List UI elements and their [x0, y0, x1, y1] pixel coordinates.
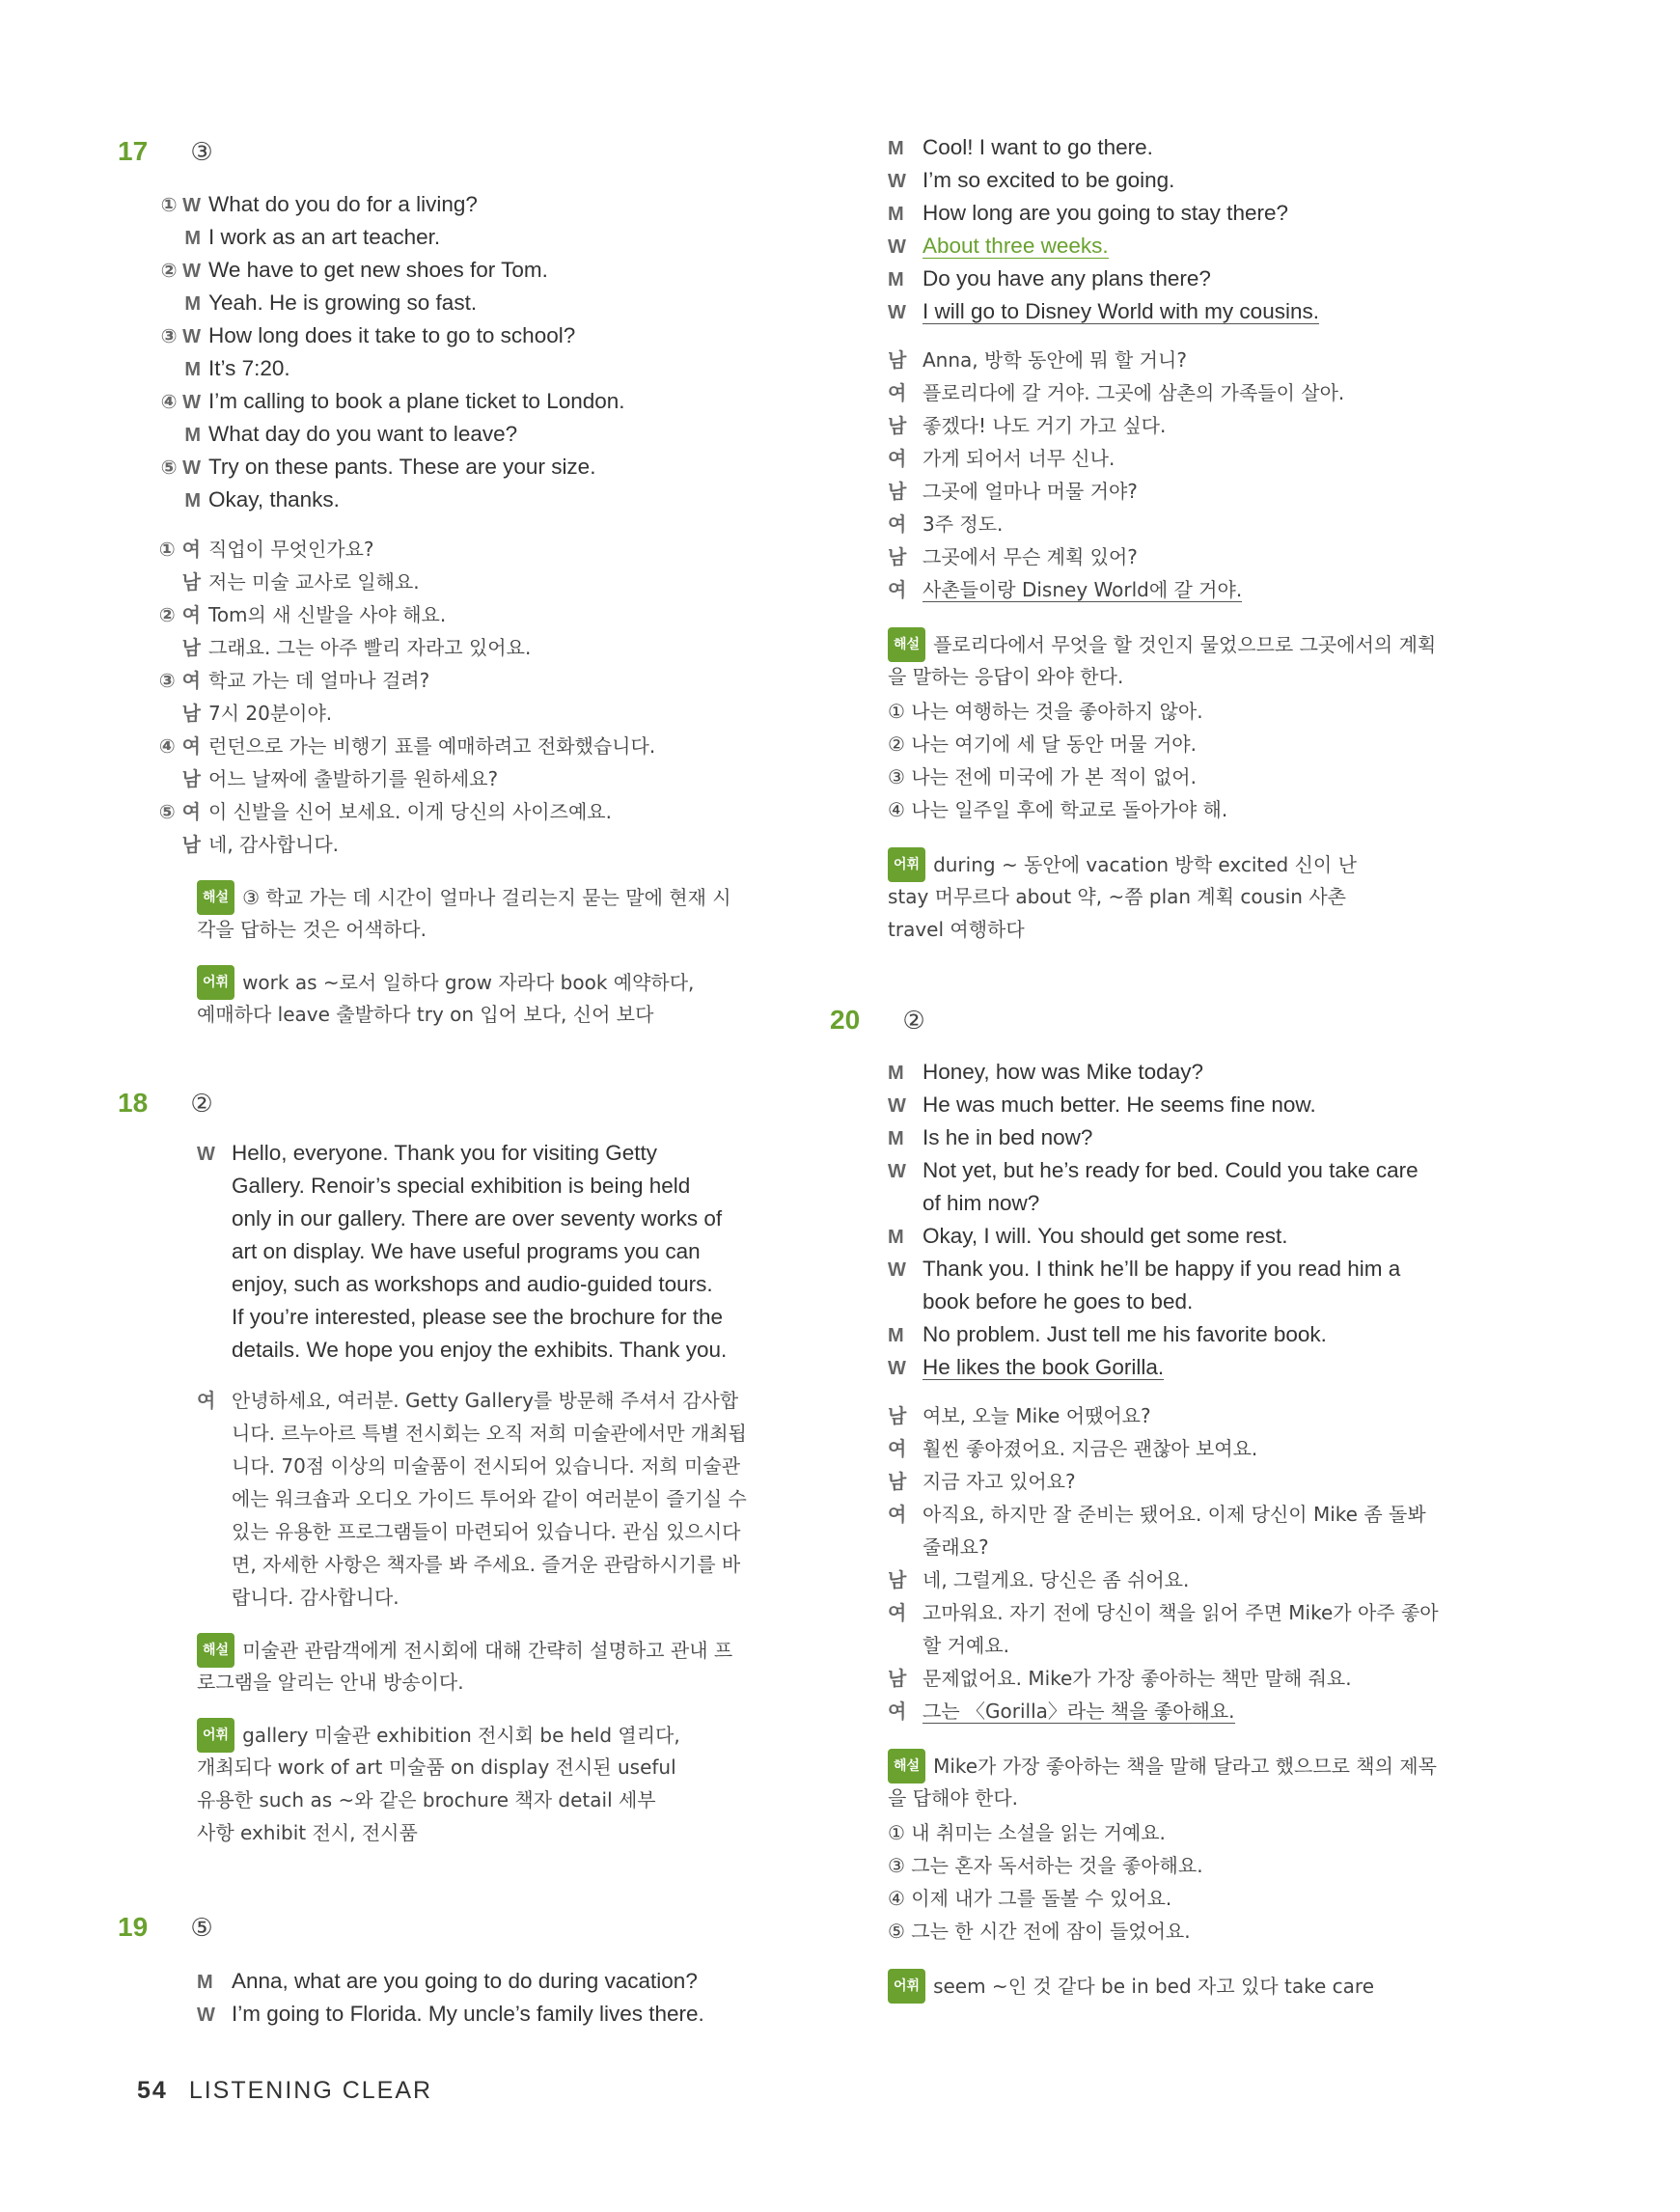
- translation-text: 그곳에 얼마나 머물 거야?: [923, 480, 1138, 503]
- speaker-label: 남: [888, 348, 907, 372]
- explanation-text: 을 말하는 응답이 와야 한다.: [888, 665, 1124, 688]
- question-number: 17: [118, 136, 149, 166]
- dialogue-line: [197, 1965, 698, 1999]
- speaker-label: 여: [888, 381, 907, 404]
- translation-text: 어느 날짜에 출발하기를 원하세요?: [208, 767, 499, 790]
- translation-text: 그는 〈Gorilla〉라는 책을 좋아해요.: [923, 1700, 1235, 1723]
- translation-line: [118, 664, 429, 697]
- dialogue-text: book before he goes to bed.: [923, 1289, 1194, 1313]
- translation-text: 문제없어요. Mike가 가장 좋아하는 책만 말해 줘요.: [923, 1667, 1352, 1690]
- translation-text: 니다. 70점 이상의 미술품이 전시되어 있습니다. 저희 미술관: [232, 1454, 741, 1478]
- dialogue-line: [118, 385, 625, 419]
- translation-line: [923, 1531, 989, 1563]
- explanation: [197, 880, 731, 915]
- translation-line: [118, 533, 374, 566]
- speaker-label: M: [184, 293, 201, 315]
- dialogue-text: Thank you. I think he’ll be happy if you read him a: [923, 1257, 1401, 1281]
- speaker-label: 여: [888, 1437, 907, 1460]
- translation-line: [197, 1384, 738, 1417]
- explanation-text: 미술관 관람객에게 전시회에 대해 간략히 설명하고 관내 프: [242, 1639, 733, 1662]
- vocab-text: during ~ 동안에 vacation 방학 excited 신이 난: [933, 853, 1357, 876]
- vocab-text: 예매하다 leave 출발하다 try on 입어 보다, 신어 보다: [197, 1003, 654, 1026]
- speaker-label: 남: [888, 1568, 907, 1591]
- monologue-text: Gallery. Renoir’s special exhibition is being held: [232, 1174, 691, 1198]
- translation-line: [888, 1498, 1426, 1531]
- monologue-text: only in our gallery. There are over seventy works of: [232, 1206, 723, 1230]
- speaker-label: ⑤ W: [160, 457, 201, 479]
- translation-text: 그곳에서 무슨 계획 있어?: [923, 545, 1138, 568]
- speaker-label: M: [197, 1972, 213, 1993]
- speaker-label: 남: [181, 570, 201, 594]
- explanation-text: ④ 이제 내가 그를 돌볼 수 있어요.: [888, 1887, 1172, 1910]
- dialogue-text: I’m calling to book a plane ticket to London.: [208, 389, 625, 413]
- speaker-label: 남: [888, 1667, 907, 1690]
- translation-line: [118, 598, 446, 631]
- translation-text: 3주 정도.: [923, 512, 1004, 536]
- translation-text: 훨씬 좋아졌어요. 지금은 괜찮아 보여요.: [923, 1437, 1258, 1460]
- vocabulary: [197, 1751, 676, 1783]
- dialogue-text: Honey, how was Mike today?: [923, 1060, 1203, 1084]
- question-20-header: [830, 1004, 925, 1038]
- speaker-label: M: [888, 1227, 904, 1248]
- translation-line: [888, 1465, 1076, 1498]
- dialogue-line: [888, 263, 1211, 296]
- explanation-text: ② 나는 여기에 세 달 동안 머물 거야.: [888, 733, 1197, 756]
- dialogue-text: Okay, thanks.: [208, 487, 340, 512]
- explanation: [888, 1882, 1171, 1915]
- speaker-label: M: [184, 228, 201, 249]
- dialogue-text: He likes the book Gorilla.: [923, 1355, 1165, 1379]
- dialogue-text: Yeah. He is growing so fast.: [208, 290, 478, 315]
- dialogue-line: [197, 1998, 704, 2032]
- dialogue-line: [118, 451, 595, 484]
- question-number: 19: [118, 1912, 149, 1942]
- dialogue-text: Is he in bed now?: [923, 1125, 1093, 1149]
- speaker-label: W: [197, 2005, 215, 2026]
- translation-text: 아직요, 하지만 잘 준비는 됐어요. 이제 당신이 Mike 좀 돌봐: [923, 1503, 1426, 1526]
- translation-text: 네, 감사합니다.: [208, 833, 339, 856]
- translation-line: [118, 828, 339, 861]
- dialogue-text: About three weeks.: [923, 234, 1109, 258]
- dialogue-text: What day do you want to leave?: [208, 422, 518, 446]
- dialogue-line: [118, 484, 340, 517]
- vocabulary: [888, 847, 1357, 882]
- speaker-label: ② W: [160, 261, 201, 282]
- dialogue-text: We have to get new shoes for Tom.: [208, 258, 548, 282]
- translation-text: Anna, 방학 동안에 뭐 할 거니?: [923, 348, 1187, 372]
- dialogue-text: No problem. Just tell me his favorite book.: [923, 1322, 1327, 1346]
- translation-text: 학교 가는 데 얼마나 걸려?: [208, 669, 430, 692]
- speaker-label: M: [184, 425, 201, 446]
- dialogue-line: [888, 1220, 1288, 1254]
- explanation: [888, 660, 1123, 693]
- vocab-text: travel 여행하다: [888, 918, 1025, 941]
- translation-text: 7시 20분이야.: [208, 702, 333, 725]
- speaker-label: 남: [181, 636, 201, 659]
- explain-tag: 해설: [888, 627, 925, 662]
- vocabulary: [197, 998, 653, 1031]
- vocabulary: [197, 1718, 680, 1753]
- vocab-tag: 어휘: [197, 1718, 234, 1753]
- dialogue-text: What do you do for a living?: [208, 192, 478, 216]
- answer-choice: ②: [902, 1006, 925, 1035]
- translation-line: [232, 1548, 740, 1581]
- translation-line: [232, 1515, 741, 1548]
- speaker-label: ① W: [160, 195, 201, 216]
- translation-text: 좋겠다! 나도 거기 가고 싶다.: [923, 414, 1167, 437]
- translation-text: 이 신발을 신어 보세요. 이게 당신의 사이즈예요.: [208, 800, 612, 823]
- dialogue-text: I’m going to Florida. My uncle’s family lives there.: [232, 2002, 704, 2026]
- monologue-text: Hello, everyone. Thank you for visiting Getty: [232, 1141, 658, 1165]
- translation-line: [118, 631, 531, 664]
- speaker-label: W: [888, 1095, 906, 1117]
- translation-text: Tom의 새 신발을 사야 해요.: [208, 603, 447, 626]
- translation-text: 런던으로 가는 비행기 표를 예매하려고 전화했습니다.: [208, 734, 656, 758]
- vocabulary: [888, 913, 1025, 946]
- dialogue-text: How long are you going to stay there?: [923, 201, 1288, 225]
- monologue-line: [232, 1203, 722, 1235]
- speaker-label: M: [184, 490, 201, 512]
- explanation: [888, 760, 1197, 793]
- speaker-label: 여: [888, 447, 907, 470]
- dialogue-line: [888, 295, 1319, 329]
- translation-text: 면, 자세한 사항은 책자를 봐 주세요. 즐거운 관람하시기를 바: [232, 1553, 741, 1576]
- dialogue-line: [888, 1089, 1316, 1122]
- speaker-label: M: [888, 1128, 904, 1149]
- translation-line: [118, 762, 498, 795]
- vocabulary: [197, 1783, 656, 1816]
- translation-line: [888, 1563, 1189, 1596]
- translation-text: 고마워요. 자기 전에 당신이 책을 읽어 주면 Mike가 아주 좋아: [923, 1601, 1439, 1624]
- dialogue-line: [118, 418, 517, 452]
- dialogue-line: [118, 221, 440, 255]
- dialogue-text: Cool! I want to go there.: [923, 135, 1153, 159]
- speaker-label: 남: [888, 545, 907, 568]
- dialogue-line: [888, 1253, 1400, 1286]
- translation-line: [888, 442, 1115, 475]
- translation-line: [888, 1695, 1235, 1728]
- speaker-label: ③ W: [160, 326, 201, 347]
- translation-text: 네, 그럴게요. 당신은 좀 쉬어요.: [923, 1568, 1190, 1591]
- question-17-header: [118, 135, 213, 170]
- dialogue-line: [888, 1351, 1164, 1385]
- translation-text: 그래요. 그는 아주 빨리 자라고 있어요.: [208, 636, 532, 659]
- translation-text: 에는 워크숍과 오디오 가이드 투어와 같이 여러분이 즐기실 수: [232, 1487, 747, 1510]
- translation-text: 있는 유용한 프로그램들이 마련되어 있습니다. 관심 있으시다: [232, 1520, 741, 1543]
- answer-choice: ⑤: [190, 1913, 213, 1942]
- vocab-text: seem ~인 것 같다 be in bed 자고 있다 take care: [933, 1975, 1375, 1998]
- dialogue-text: Not yet, but he’s ready for bed. Could you take care: [923, 1158, 1418, 1182]
- translation-text: 할 거예요.: [923, 1634, 1009, 1657]
- vocab-text: gallery 미술관 exhibition 전시회 be held 열리다,: [242, 1724, 680, 1747]
- translation-line: [888, 376, 1344, 409]
- translation-line: [118, 730, 655, 762]
- translation-text: 줄래요?: [923, 1535, 989, 1559]
- dialogue-line: [118, 188, 478, 222]
- dialogue-line: [888, 1056, 1203, 1090]
- dialogue-text: I’m so excited to be going.: [923, 168, 1175, 192]
- explanation-text: ③ 그는 혼자 독서하는 것을 좋아해요.: [888, 1854, 1203, 1877]
- vocab-tag: 어휘: [888, 847, 925, 882]
- translation-line: [118, 566, 420, 598]
- translation-line: [888, 1662, 1352, 1695]
- dialogue-line: [118, 287, 477, 320]
- speaker-label: 남: [888, 1404, 907, 1427]
- vocab-text: stay 머무르다 about 약, ~쯤 plan 계획 cousin 사촌: [888, 885, 1346, 908]
- answer-choice: ③: [190, 137, 213, 166]
- monologue-text: details. We hope you enjoy the exhibits. Thank you.: [232, 1338, 728, 1362]
- dialogue-text: Do you have any plans there?: [923, 266, 1211, 290]
- speaker-label: ③ 여: [158, 669, 201, 692]
- translation-line: [888, 1596, 1439, 1629]
- speaker-label: W: [888, 1161, 906, 1182]
- speaker-label: W: [888, 1259, 906, 1281]
- translation-text: 안녕하세요, 여러분. Getty Gallery를 방문해 주셔서 감사합: [232, 1389, 739, 1412]
- translation-text: 저는 미술 교사로 일해요.: [208, 570, 420, 594]
- monologue-line: [197, 1137, 657, 1171]
- translation-line: [888, 475, 1138, 508]
- explanation-text: ⑤ 그는 한 시간 전에 잠이 들었어요.: [888, 1920, 1191, 1943]
- vocab-text: 개최되다 work of art 미술품 on display 전시된 useful: [197, 1756, 676, 1779]
- speaker-label: W: [888, 302, 906, 323]
- explanation-text: 플로리다에서 무엇을 할 것인지 물었으므로 그곳에서의 계획: [933, 633, 1437, 656]
- explain-tag: 해설: [197, 880, 234, 915]
- dialogue-line: [923, 1286, 1193, 1318]
- monologue-line: [232, 1170, 690, 1203]
- page-footer: [137, 2077, 432, 2105]
- speaker-label: 남: [181, 702, 201, 725]
- vocabulary: [197, 1816, 418, 1849]
- vocab-text: 유용한 such as ~와 같은 brochure 책자 detail 세부: [197, 1788, 656, 1811]
- question-19-header: [118, 1911, 213, 1946]
- explanation-text: ① 나는 여행하는 것을 좋아하지 않아.: [888, 700, 1203, 723]
- speaker-label: 여: [888, 1503, 907, 1526]
- speaker-label: M: [888, 1325, 904, 1346]
- dialogue-line: [118, 319, 575, 353]
- monologue-text: enjoy, such as workshops and audio-guided tours.: [232, 1272, 713, 1296]
- monologue-line: [232, 1334, 727, 1367]
- speaker-label: 남: [888, 1470, 907, 1493]
- answer-choice: ②: [190, 1089, 213, 1118]
- monologue-line: [232, 1268, 713, 1301]
- translation-line: [888, 1432, 1257, 1465]
- translation-line: [232, 1417, 747, 1450]
- speaker-label: M: [888, 204, 904, 225]
- speaker-label: M: [888, 1063, 904, 1084]
- speaker-label: ④ W: [160, 392, 201, 413]
- monologue-text: If you’re interested, please see the brochure for the: [232, 1305, 724, 1329]
- translation-line: [888, 540, 1138, 573]
- speaker-label: 여: [197, 1389, 216, 1412]
- dialogue-text: Anna, what are you going to do during vacation?: [232, 1969, 698, 1993]
- speaker-label: ② 여: [158, 603, 201, 626]
- speaker-label: W: [197, 1144, 215, 1165]
- speaker-label: M: [184, 359, 201, 380]
- explanation-text: 을 답해야 한다.: [888, 1786, 1018, 1810]
- dialogue-text: It’s 7:20.: [208, 356, 290, 380]
- translation-line: [232, 1450, 740, 1482]
- dialogue-line: [888, 230, 1109, 263]
- explanation-text: ④ 나는 일주일 후에 학교로 돌아가야 해.: [888, 798, 1228, 821]
- question-18-header: [118, 1087, 213, 1121]
- explanation: [888, 695, 1203, 728]
- explanation: [197, 913, 427, 946]
- explanation: [888, 1849, 1203, 1882]
- explain-tag: 해설: [197, 1633, 234, 1668]
- speaker-label: M: [888, 138, 904, 159]
- explanation-text: ③ 학교 가는 데 시간이 얼마나 걸리는지 묻는 말에 현재 시: [242, 886, 731, 909]
- dialogue-line: [888, 164, 1174, 198]
- speaker-label: 남: [888, 480, 907, 503]
- translation-text: 니다. 르누아르 특별 전시회는 오직 저희 미술관에서만 개최됩: [232, 1422, 747, 1445]
- dialogue-line: [888, 131, 1153, 165]
- speaker-label: 여: [888, 578, 907, 601]
- speaker-label: 남: [181, 833, 201, 856]
- speaker-label: ④ 여: [158, 734, 201, 758]
- speaker-label: W: [888, 1358, 906, 1379]
- dialogue-line: [888, 197, 1288, 231]
- page-number: 54: [137, 2077, 168, 2104]
- translation-line: [118, 697, 332, 730]
- dialogue-text: How long does it take to go to school?: [208, 323, 576, 347]
- explanation: [888, 1749, 1437, 1783]
- translation-text: 직업이 무엇인가요?: [208, 538, 374, 561]
- explanation-text: 로그램을 알리는 안내 방송이다.: [197, 1671, 464, 1694]
- translation-text: 여보, 오늘 Mike 어땠어요?: [923, 1404, 1151, 1427]
- speaker-label: M: [888, 269, 904, 290]
- vocabulary: [888, 1969, 1374, 2004]
- speaker-label: W: [888, 171, 906, 192]
- speaker-label: 남: [888, 414, 907, 437]
- explanation: [197, 1666, 464, 1699]
- translation-line: [118, 795, 612, 828]
- translation-line: [232, 1581, 399, 1614]
- translation-text: 가게 되어서 너무 신나.: [923, 447, 1115, 470]
- translation-line: [888, 573, 1242, 606]
- speaker-label: ⑤ 여: [158, 800, 201, 823]
- explanation-text: 각을 답하는 것은 어색하다.: [197, 918, 427, 941]
- vocabulary: [197, 965, 694, 1000]
- explanation-text: ① 내 취미는 소설을 읽는 거예요.: [888, 1821, 1166, 1844]
- explanation-text: ③ 나는 전에 미국에 가 본 적이 없어.: [888, 765, 1197, 788]
- dialogue-line: [118, 254, 548, 288]
- explanation: [888, 627, 1436, 662]
- explain-tag: 해설: [888, 1749, 925, 1783]
- translation-text: 지금 자고 있어요?: [923, 1470, 1076, 1493]
- dialogue-line: [118, 352, 290, 386]
- monologue-line: [232, 1235, 701, 1268]
- translation-line: [888, 409, 1166, 442]
- explanation: [888, 728, 1197, 760]
- question-number: 18: [118, 1088, 149, 1118]
- dialogue-text: He was much better. He seems fine now.: [923, 1092, 1316, 1117]
- translation-text: 플로리다에 갈 거야. 그곳에 삼촌의 가족들이 살아.: [923, 381, 1345, 404]
- speaker-label: 여: [888, 512, 907, 536]
- dialogue-text: of him now?: [923, 1191, 1040, 1215]
- explanation-text: Mike가 가장 좋아하는 책을 말해 달라고 했으므로 책의 제목: [933, 1755, 1437, 1778]
- speaker-label: 여: [888, 1700, 907, 1723]
- dialogue-text: Try on these pants. These are your size.: [208, 455, 596, 479]
- dialogue-line: [888, 1154, 1418, 1188]
- dialogue-line: [888, 1121, 1092, 1155]
- speaker-label: 남: [181, 767, 201, 790]
- dialogue-text: I work as an art teacher.: [208, 225, 441, 249]
- question-number: 20: [830, 1005, 861, 1035]
- translation-line: [888, 508, 1003, 540]
- dialogue-line: [923, 1187, 1039, 1220]
- dialogue-line: [888, 1318, 1327, 1352]
- dialogue-text: Okay, I will. You should get some rest.: [923, 1224, 1288, 1248]
- translation-line: [923, 1629, 1009, 1662]
- translation-text: 랍니다. 감사합니다.: [232, 1586, 399, 1609]
- explanation: [197, 1633, 732, 1668]
- book-title: LISTENING CLEAR: [188, 2077, 433, 2104]
- speaker-label: 여: [888, 1601, 907, 1624]
- monologue-text: art on display. We have useful programs you can: [232, 1239, 701, 1263]
- translation-text: 사촌들이랑 Disney World에 갈 거야.: [923, 578, 1243, 601]
- speaker-label: W: [888, 236, 906, 258]
- vocab-tag: 어휘: [197, 965, 234, 1000]
- vocab-text: 사항 exhibit 전시, 전시품: [197, 1821, 418, 1844]
- translation-line: [888, 344, 1187, 376]
- vocab-text: work as ~로서 일하다 grow 자라다 book 예약하다,: [242, 971, 695, 994]
- explanation: [888, 1782, 1018, 1814]
- speaker-label: ① 여: [158, 538, 201, 561]
- vocab-tag: 어휘: [888, 1969, 925, 2004]
- dialogue-text: I will go to Disney World with my cousins.: [923, 299, 1319, 323]
- monologue-line: [232, 1301, 723, 1334]
- translation-line: [888, 1399, 1151, 1432]
- translation-line: [232, 1482, 747, 1515]
- explanation: [888, 1816, 1166, 1849]
- vocabulary: [888, 880, 1346, 913]
- explanation: [888, 793, 1227, 826]
- explanation: [888, 1915, 1191, 1948]
